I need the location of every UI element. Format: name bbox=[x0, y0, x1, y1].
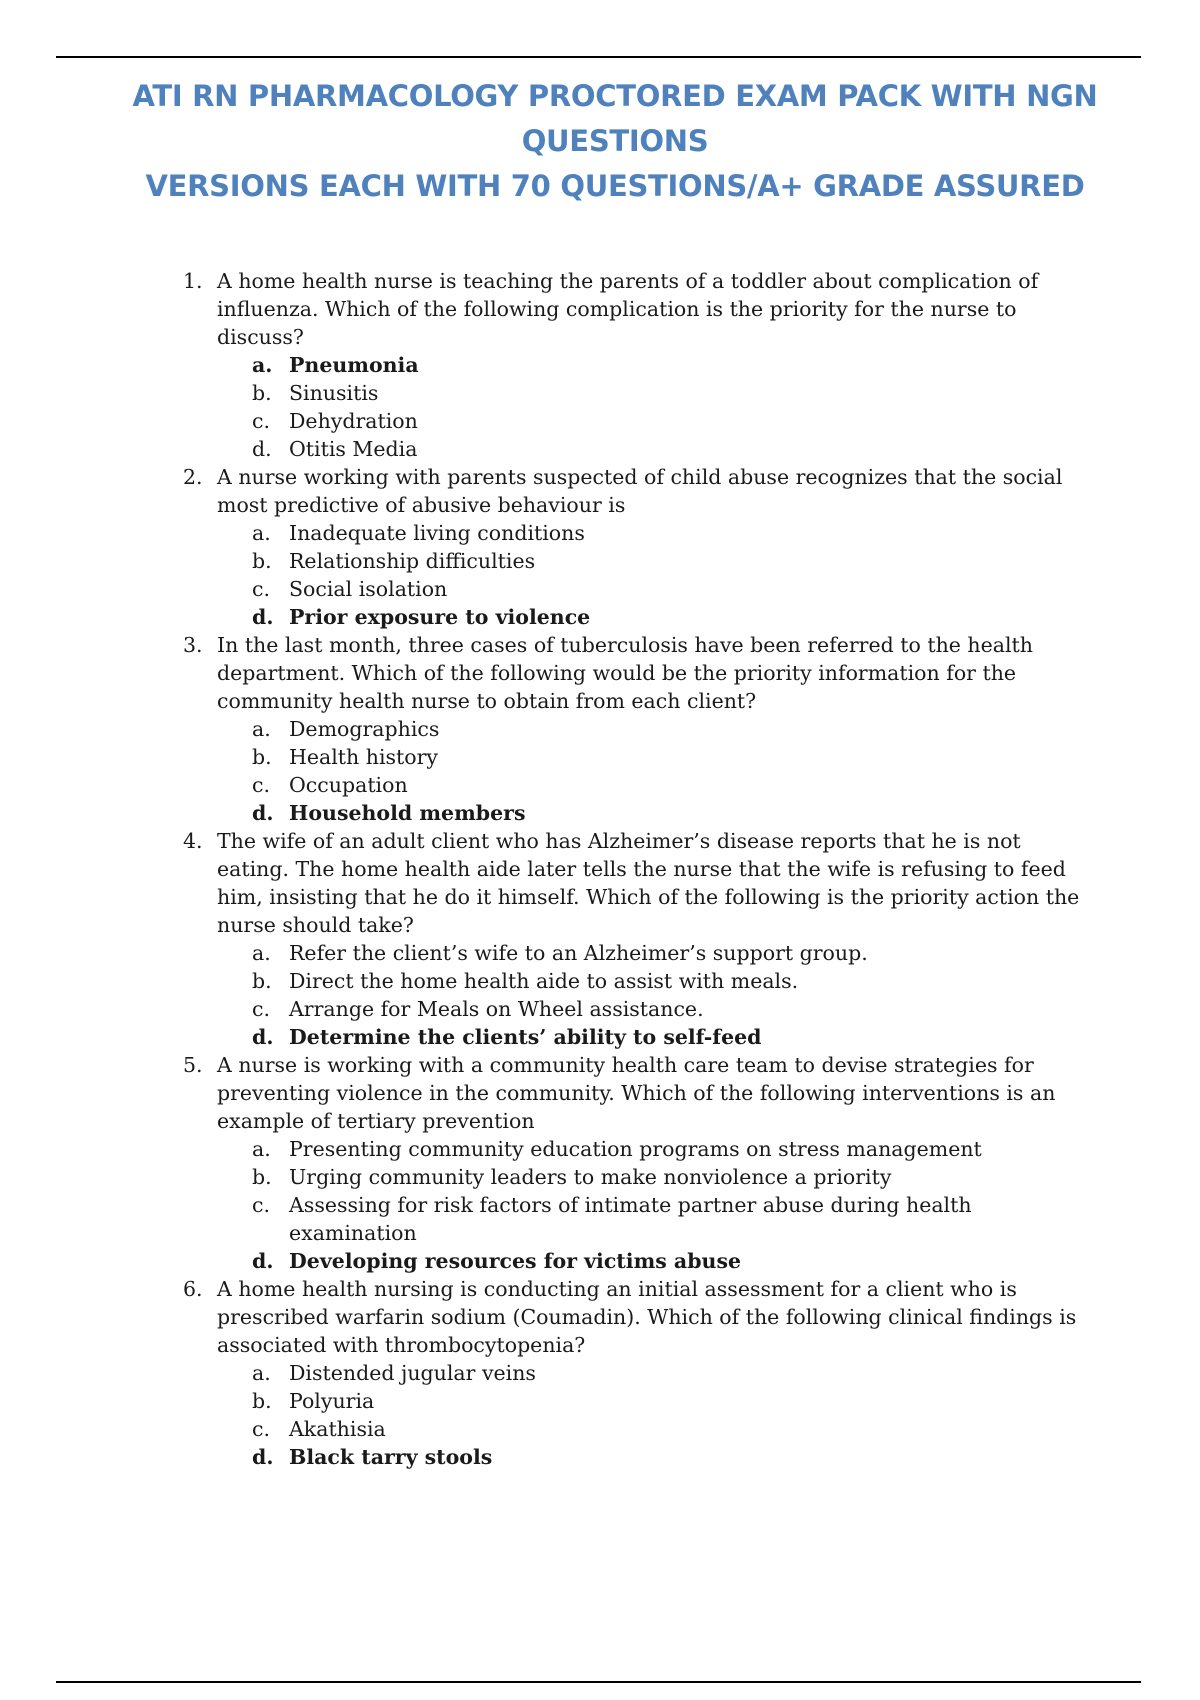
option-text: Akathisia bbox=[289, 1417, 386, 1441]
option-text: Pneumonia bbox=[289, 353, 419, 377]
option-a bbox=[217, 715, 1090, 743]
question-number: 2. bbox=[183, 465, 203, 489]
option-letter: d. bbox=[252, 605, 274, 629]
question-text: A home health nurse is teaching the parents of a toddler about complication of influenza. Which of the following complication is the priority for the nurse to discuss? bbox=[217, 269, 1039, 349]
title-line-1: ATI RN PHARMACOLOGY PROCTORED EXAM PACK WITH NGN QUESTIONS bbox=[132, 79, 1098, 158]
option-text: Refer the client’s wife to an Alzheimer’s support group. bbox=[289, 941, 868, 965]
option-c bbox=[217, 771, 1090, 799]
option-b bbox=[217, 1387, 1090, 1415]
option-text: Urging community leaders to make nonviolence a priority bbox=[289, 1165, 892, 1189]
option-a bbox=[217, 939, 1090, 967]
option-list bbox=[217, 939, 1090, 1051]
question-6 bbox=[170, 1275, 1090, 1471]
question-number: 6. bbox=[183, 1277, 203, 1301]
option-letter: c. bbox=[252, 1193, 270, 1217]
option-letter: c. bbox=[252, 1417, 270, 1441]
option-letter: d. bbox=[252, 1249, 274, 1273]
question-3 bbox=[170, 631, 1090, 827]
question-1 bbox=[170, 267, 1090, 463]
option-text: Determine the clients’ ability to self-feed bbox=[289, 1025, 762, 1049]
top-rule bbox=[56, 56, 1141, 58]
question-list bbox=[170, 267, 1090, 1471]
option-letter: d. bbox=[252, 1025, 274, 1049]
option-b bbox=[217, 547, 1090, 575]
option-c bbox=[217, 1191, 1090, 1247]
option-text: Arrange for Meals on Wheel assistance. bbox=[289, 997, 704, 1021]
option-letter: a. bbox=[252, 521, 271, 545]
option-list bbox=[217, 1359, 1090, 1471]
question-number: 4. bbox=[183, 829, 203, 853]
option-text: Occupation bbox=[289, 773, 408, 797]
option-letter: b. bbox=[252, 549, 272, 573]
option-b bbox=[217, 743, 1090, 771]
option-letter: a. bbox=[252, 941, 271, 965]
option-c bbox=[217, 575, 1090, 603]
option-a bbox=[217, 1359, 1090, 1387]
option-text: Dehydration bbox=[289, 409, 418, 433]
option-text: Prior exposure to violence bbox=[289, 605, 591, 629]
option-a bbox=[217, 1135, 1090, 1163]
option-a bbox=[217, 351, 1090, 379]
question-text: A home health nursing is conducting an initial assessment for a client who is prescribed warfarin sodium (Coumadin). Which of the following clinical findings is associated with thrombocytopenia? bbox=[217, 1277, 1077, 1357]
option-b bbox=[217, 1163, 1090, 1191]
option-text: Presenting community education programs on stress management bbox=[289, 1137, 982, 1161]
option-letter: b. bbox=[252, 1165, 272, 1189]
question-text: A nurse is working with a community health care team to devise strategies for preventing violence in the community. Which of the following interventions is an example of tertiary prevention bbox=[217, 1053, 1056, 1133]
option-letter: c. bbox=[252, 577, 270, 601]
option-text: Direct the home health aide to assist with meals. bbox=[289, 969, 799, 993]
option-d bbox=[217, 603, 1090, 631]
option-text: Demographics bbox=[289, 717, 440, 741]
option-letter: b. bbox=[252, 969, 272, 993]
question-5 bbox=[170, 1051, 1090, 1275]
option-letter: a. bbox=[252, 1361, 271, 1385]
option-d bbox=[217, 1023, 1090, 1051]
option-letter: c. bbox=[252, 409, 270, 433]
question-number: 3. bbox=[183, 633, 203, 657]
bottom-rule bbox=[56, 1681, 1141, 1683]
option-letter: b. bbox=[252, 1389, 272, 1413]
question-2 bbox=[170, 463, 1090, 631]
option-d bbox=[217, 799, 1090, 827]
option-text: Social isolation bbox=[289, 577, 448, 601]
option-d bbox=[217, 435, 1090, 463]
option-text: Inadequate living conditions bbox=[289, 521, 585, 545]
option-text: Health history bbox=[289, 745, 438, 769]
option-c bbox=[217, 407, 1090, 435]
option-letter: d. bbox=[252, 1445, 274, 1469]
option-text: Polyuria bbox=[289, 1389, 375, 1413]
option-text: Assessing for risk factors of intimate partner abuse during health examination bbox=[289, 1193, 972, 1245]
option-a bbox=[217, 519, 1090, 547]
option-b bbox=[217, 379, 1090, 407]
option-text: Distended jugular veins bbox=[289, 1361, 536, 1385]
option-letter: b. bbox=[252, 381, 272, 405]
option-text: Otitis Media bbox=[289, 437, 418, 461]
option-text: Sinusitis bbox=[289, 381, 379, 405]
option-d bbox=[217, 1247, 1090, 1275]
option-letter: a. bbox=[252, 717, 271, 741]
option-d bbox=[217, 1443, 1090, 1471]
option-list bbox=[217, 1135, 1090, 1275]
option-list bbox=[217, 351, 1090, 463]
title-line-2: VERSIONS EACH WITH 70 QUESTIONS/A+ GRADE ASSURED bbox=[145, 169, 1085, 203]
option-letter: b. bbox=[252, 745, 272, 769]
option-letter: c. bbox=[252, 773, 270, 797]
option-list bbox=[217, 715, 1090, 827]
question-text: In the last month, three cases of tuberculosis have been referred to the health department. Which of the following would be the priority information for the community health nurse to obtain from each client? bbox=[217, 633, 1033, 713]
option-c bbox=[217, 995, 1090, 1023]
option-letter: c. bbox=[252, 997, 270, 1021]
document-title bbox=[60, 74, 1170, 209]
option-c bbox=[217, 1415, 1090, 1443]
question-number: 5. bbox=[183, 1053, 203, 1077]
question-text: The wife of an adult client who has Alzheimer’s disease reports that he is not eating. The home health aide later tells the nurse that the wife is refusing to feed him, insisting that he do it himself. Which of the following is the priority action the nurse should take? bbox=[217, 829, 1080, 937]
option-letter: d. bbox=[252, 437, 272, 461]
question-4 bbox=[170, 827, 1090, 1051]
option-b bbox=[217, 967, 1090, 995]
question-number: 1. bbox=[183, 269, 203, 293]
option-letter: a. bbox=[252, 353, 273, 377]
option-text: Relationship difficulties bbox=[289, 549, 536, 573]
option-letter: a. bbox=[252, 1137, 271, 1161]
option-text: Household members bbox=[289, 801, 526, 825]
option-list bbox=[217, 519, 1090, 631]
question-text: A nurse working with parents suspected of child abuse recognizes that the social most predictive of abusive behaviour is bbox=[217, 465, 1063, 517]
option-text: Black tarry stools bbox=[289, 1445, 493, 1469]
option-text: Developing resources for victims abuse bbox=[289, 1249, 742, 1273]
option-letter: d. bbox=[252, 801, 274, 825]
